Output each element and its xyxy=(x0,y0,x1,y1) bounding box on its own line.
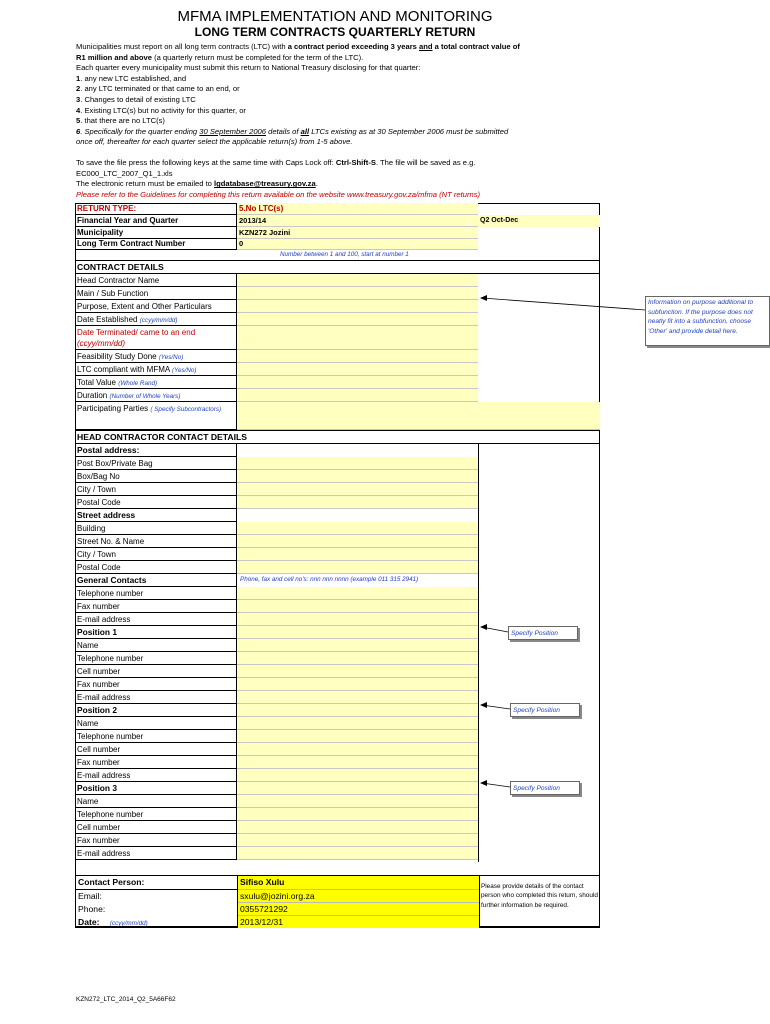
pos2-telephone-label: Telephone number xyxy=(75,730,237,743)
contact-date-field[interactable]: 2013/12/31 xyxy=(238,916,479,928)
duration-hint: (Number of Whole Years) xyxy=(109,393,181,400)
pos2-cell-label: Cell number xyxy=(75,743,237,756)
duration-label-text: Duration xyxy=(77,391,108,400)
quarter-field[interactable]: Q2 Oct-Dec xyxy=(478,215,600,227)
specify-position-callout-2: Specify Position xyxy=(510,703,580,717)
post-box-label: Post Box/Private Bag xyxy=(75,457,237,470)
purpose-label-text: Purpose, Extent and Other Particulars xyxy=(77,302,212,311)
purpose-callout: Information on purpose additional to subfunction. If the purpose does not neatly fit into a subfunction, choose 'Other' and provide detail here. xyxy=(645,296,770,346)
mfma-compliant-hint: (Yes/No) xyxy=(172,367,197,374)
form-title: MFMA IMPLEMENTATION AND MONITORING xyxy=(177,8,493,25)
pos2-email-label: E-mail address xyxy=(75,769,237,782)
contact-phone-field[interactable]: 0355721292 xyxy=(238,903,479,916)
pos3-fax-label: Fax number xyxy=(75,834,237,847)
contact-person-field[interactable]: Sifiso Xulu xyxy=(238,876,479,890)
building-label: Building xyxy=(75,522,237,535)
return-type-label: RETURN TYPE: xyxy=(75,203,237,215)
municipality-field[interactable]: KZN272 Jozini xyxy=(237,227,478,239)
pos3-telephone-label: Telephone number xyxy=(75,808,237,821)
contact-person-note: Please provide details of the contact person who completed this return, should further information be required. xyxy=(481,883,598,909)
specify-position-callout-3: Specify Position xyxy=(510,781,580,795)
file-reference: KZN272_LTC_2014_Q2_5A66F62 xyxy=(76,996,176,1003)
position-3-label: Position 3 xyxy=(75,782,237,795)
position-1-label: Position 1 xyxy=(75,626,237,639)
general-telephone-label: Telephone number xyxy=(75,587,237,600)
postal-code-label: Postal Code xyxy=(75,496,237,509)
pos1-name-label: Name xyxy=(75,639,237,652)
mfma-compliant-label-text: LTC compliant with MFMA xyxy=(77,365,170,374)
ltc-number-field[interactable]: 0 xyxy=(237,239,478,250)
contact-phone-label: Phone: xyxy=(76,903,238,916)
fy-field[interactable]: 2013/14 xyxy=(237,215,478,227)
contact-date-hint: (ccyy/mm/dd) xyxy=(109,920,148,927)
form-subtitle: LONG TERM CONTRACTS QUARTERLY RETURN xyxy=(194,25,476,39)
instructions: Municipalities must report on all long term contracts (LTC) with a contract period exceeding 3 years and a total contract value of R1 million and above (a quarterly return must be completed for the term of the LTC). Each quarter every municipality must submit this return to National Treasury disclosing for that quarter: 1. any new LTC established, and 2. any LTC terminated or that came to an end, or 3. Changes to detail of existing LTC 4. Existing LTC(s) but no activity for this quarter, or 5. that there are no LTC(s) 6. Specifically for the quarter ending 30 September 2006 details of all LTCs existing as at 30 September 2006 must be submitted once off, thereafter for each quarter select the applicable return(s) from 1-5 above. To save the file press the following keys at the same time with Caps Lock off: Ctrl-Shift-S. The file will be saved as e.g. EC000_LTC_2007_Q1_1.xls The electronic return must be emailed to lgdatabase@treasury.gov.za. Please refer to the Guidelines for completing this return available on the website www.treasury.gov.za/mfma (NT returns) xyxy=(76,42,520,199)
head-contractor-label-text: Head Contractor Name xyxy=(77,276,160,285)
street-postal-code-label: Postal Code xyxy=(75,561,237,574)
pos1-telephone-label: Telephone number xyxy=(75,652,237,665)
return-type-select[interactable]: 5.No LTC(s) xyxy=(237,203,478,215)
pos3-name-label: Name xyxy=(75,795,237,808)
participating-parties-label-text: Participating Parties xyxy=(77,404,149,413)
contact-email-label: Email: xyxy=(76,890,238,903)
specify-position-callout-1: Specify Position xyxy=(508,626,578,640)
pos2-name-label: Name xyxy=(75,717,237,730)
general-email-label: E-mail address xyxy=(75,613,237,626)
total-value-hint: (Whole Rand) xyxy=(118,380,158,387)
contact-person-label: Contact Person: xyxy=(76,876,238,890)
position-2-label: Position 2 xyxy=(75,704,237,717)
postal-address-label: Postal address: xyxy=(75,444,237,457)
main-sub-function-label-text: Main / Sub Function xyxy=(77,289,149,298)
contact-details-header: HEAD CONTRACTOR CONTACT DETAILS xyxy=(77,432,247,442)
pos1-fax-label: Fax number xyxy=(75,678,237,691)
fy-label: Financial Year and Quarter xyxy=(75,215,237,227)
contact-person-block xyxy=(75,875,600,928)
feasibility-hint: (Yes/No) xyxy=(158,354,184,361)
postal-city-label: City / Town xyxy=(75,483,237,496)
street-address-label: Street address xyxy=(75,509,237,522)
pos1-cell-label: Cell number xyxy=(75,665,237,678)
general-contacts-label: General Contacts xyxy=(75,574,237,587)
email-link[interactable]: lgdatabase@treasury.gov.za xyxy=(214,179,316,189)
feasibility-label-text: Feasibility Study Done xyxy=(77,352,157,361)
date-terminated-hint: (ccyy/mm/dd) xyxy=(77,339,125,348)
pos3-cell-label: Cell number xyxy=(75,821,237,834)
general-fax-label: Fax number xyxy=(75,600,237,613)
participating-parties-hint: ( Specify Subcontractors) xyxy=(150,406,222,413)
pos1-email-label: E-mail address xyxy=(75,691,237,704)
box-bag-no-label: Box/Bag No xyxy=(75,470,237,483)
general-contacts-hint: Phone, fax and cell no's: nnn nnn nnnn (example 011 315 2941) xyxy=(240,576,419,583)
contract-details-header: CONTRACT DETAILS xyxy=(77,262,164,272)
municipality-label: Municipality xyxy=(75,227,237,239)
contact-date-label-cell xyxy=(76,916,238,928)
pos2-fax-label: Fax number xyxy=(75,756,237,769)
ltc-number-label: Long Term Contract Number xyxy=(75,239,237,250)
street-no-name-label: Street No. & Name xyxy=(75,535,237,548)
pos3-email-label: E-mail address xyxy=(75,847,237,860)
date-terminated-label-text: Date Terminated/ came to an end xyxy=(77,328,196,337)
date-established-hint: (ccyy/mm/dd) xyxy=(139,317,178,324)
street-city-label: City / Town xyxy=(75,548,237,561)
total-value-label-text: Total Value xyxy=(77,378,116,387)
contact-date-label: Date: xyxy=(78,917,100,927)
date-established-label-text: Date Established xyxy=(77,315,138,324)
contact-email-field[interactable]: sxulu@jozini.org.za xyxy=(238,890,479,903)
ltc-number-hint: Number between 1 and 100, start at number 1 xyxy=(280,251,409,258)
